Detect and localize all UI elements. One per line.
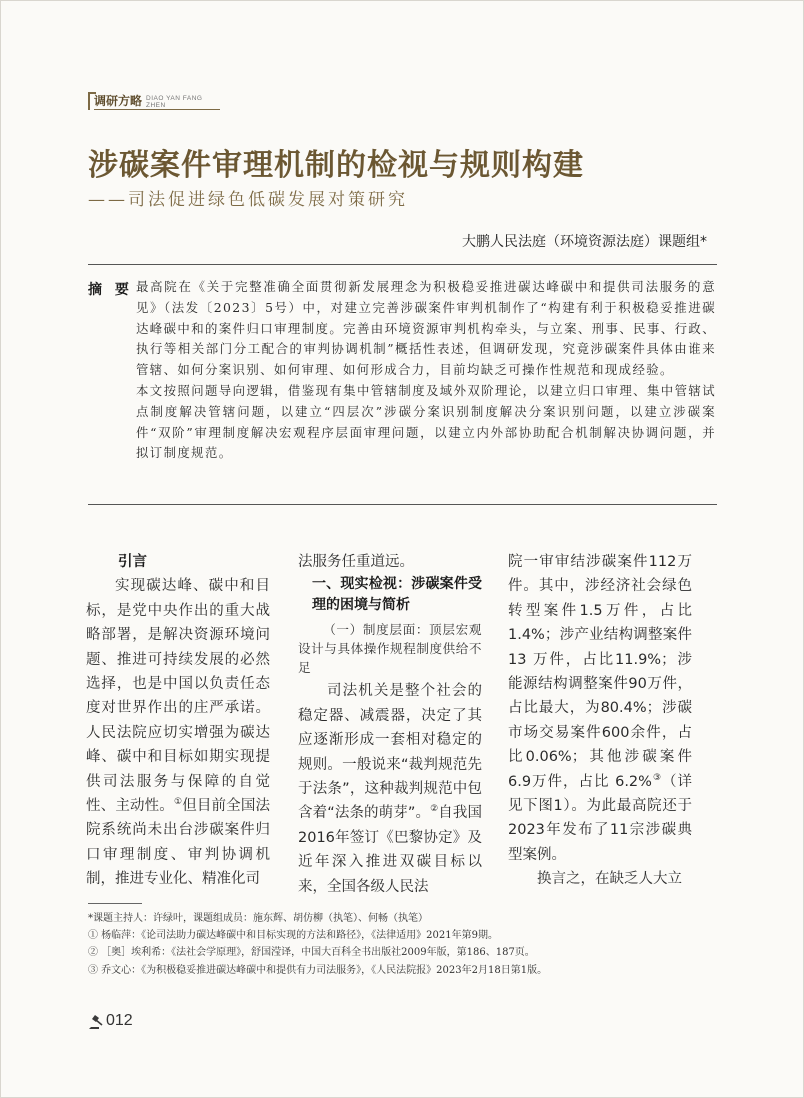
column-tag xyxy=(88,92,220,110)
abstract-top-rule xyxy=(88,264,717,265)
abstract-paragraph-1: 最高院在《关于完整准确全面贯彻新发展理念为积极稳妥推进碳达峰碳中和提供司法服务的意见》（法发〔2023〕5号）中，对建立完善涉碳案件审判机制作了“构建有利于积极稳妥推进碳达峰碳中和的案件归口审理制度。完善由环境资源审判机构牵头，与立案、刑事、民事、行政、执行等相关部门分工配合的审判协调机制”概括性表述，但调研发现，究竟涉碳案件具体由谁来管辖、如何分案识别、如何审理、如何形成合力，目前均缺乏可操作性规范和现成经验。 xyxy=(136,279,716,378)
abstract-label: 摘 要 xyxy=(88,282,133,298)
intro-text-a: 实现碳达峰、碳中和目标，是党中央作出的重大战略部署，是解决资源环境问题、推进可持续发展的必然选择，也是中国以负责任态度对世界作出的庄严承诺。人民法院应切实增强为碳达峰、碳中和目标如期实现提供司法服务与保障的自觉性、主动性。 xyxy=(86,578,270,815)
column-tag-underline xyxy=(94,109,220,110)
column-name-pinyin: DIAO YAN FANG ZHEN xyxy=(146,95,203,109)
body-column-1 xyxy=(86,550,270,892)
article-title: 涉碳案件审理机制的检视与规则构建 xyxy=(88,148,584,183)
intro-continuation: 法服务任重道远。 xyxy=(298,554,414,570)
footnotes xyxy=(88,911,728,980)
abstract-text xyxy=(136,277,716,464)
statistics-text-a: 院一审审结涉碳案件112万件。其中，涉经济社会绿色转型案件1.5万件，占比1.4%；涉产业结构调整案件13 万件，占比11.9%；涉能源结构调整案件90万件，占比最大，为80.4%；涉碳市场交易案件600余件，占比0.06%；其他涉碳案件6.9万件，占比 6.2% xyxy=(508,554,692,790)
statistics-text-b: （详见下图1）。为此最高院还于2023年发布了11宗涉碳典型案例。 xyxy=(508,773,693,863)
intro-heading: 引言 xyxy=(118,554,147,570)
section-1-paragraph xyxy=(298,679,482,899)
subsection-1-heading: （一）制度层面：顶层宏观设计与具体操作规程制度供给不足 xyxy=(298,622,482,676)
page-number: 012 xyxy=(106,1012,133,1029)
statistics-paragraph xyxy=(508,550,692,867)
article-subtitle: ——司法促进绿色低碳发展对策研究 xyxy=(88,190,408,210)
conclusion-paragraph-start: 换言之，在缺乏人大立 xyxy=(537,871,682,888)
footnote-rule xyxy=(88,903,142,904)
article-author: 大鹏人民法庭（环境资源法庭）课题组* xyxy=(462,234,707,250)
footnote-3: ③ 乔文心：《为积极稳妥推进碳达峰碳中和提供有力司法服务》，《人民法院报》2023年2月18日第1版。 xyxy=(88,964,548,976)
intro-text-b: 但目前全国法院系统尚未出台涉碳案件归口审理制度、审判协调机制，推进专业化、精准化司 xyxy=(86,798,271,888)
footnote-2: ② ［奥］埃利希：《法社会学原理》，舒国滢译，中国大百科全书出版社2009年版，第186、187页。 xyxy=(88,947,535,959)
body-column-3 xyxy=(508,550,692,892)
body-column-2 xyxy=(298,550,482,899)
footnote-ref-1[interactable]: ① xyxy=(173,797,183,808)
abstract-paragraph-2: 本文按照问题导向逻辑，借鉴现有集中管辖制度及域外双阶理论，以建立归口审理、集中管辖试点制度解决管辖问题，以建立“四层次”涉碳分案识别制度解决分案识别问题，以建立涉碳案件“双阶”审理制度解决宏观程序层面审理问题，以建立内外部协助配合机制解决协调问题，并拟订制度规范。 xyxy=(136,382,716,461)
footnote-project-members: *课题主持人：许绿叶，课题组成员：施东辉、胡仿柳（执笔）、何畅（执笔） xyxy=(88,913,428,924)
section-1-heading: 一、现实检视：涉碳案件受理的困境与简析 xyxy=(312,576,482,614)
gavel-logo-icon xyxy=(88,1014,106,1030)
section-1-text-a: 司法机关是整个社会的稳定器、减震器，决定了其应逐渐形成一套相对稳定的规则。一般说来“裁判规范先于法条”，这种裁判规范中包含着“法条的萌芽”。 xyxy=(298,683,482,822)
section-1-text-b: 自我国2016年签订《巴黎协定》及近年深入推进双碳目标以来，全国各级人民法 xyxy=(298,805,482,895)
column-name: 调研方略 xyxy=(94,94,143,108)
intro-paragraph xyxy=(86,574,270,891)
footnote-ref-3[interactable]: ③ xyxy=(651,772,663,783)
abstract-bottom-rule xyxy=(88,504,717,505)
footnote-1: ① 杨临萍：《论司法助力碳达峰碳中和目标实现的方法和路径》，《法律适用》2021年第9期。 xyxy=(88,930,498,942)
footnote-ref-2[interactable]: ② xyxy=(430,804,439,815)
